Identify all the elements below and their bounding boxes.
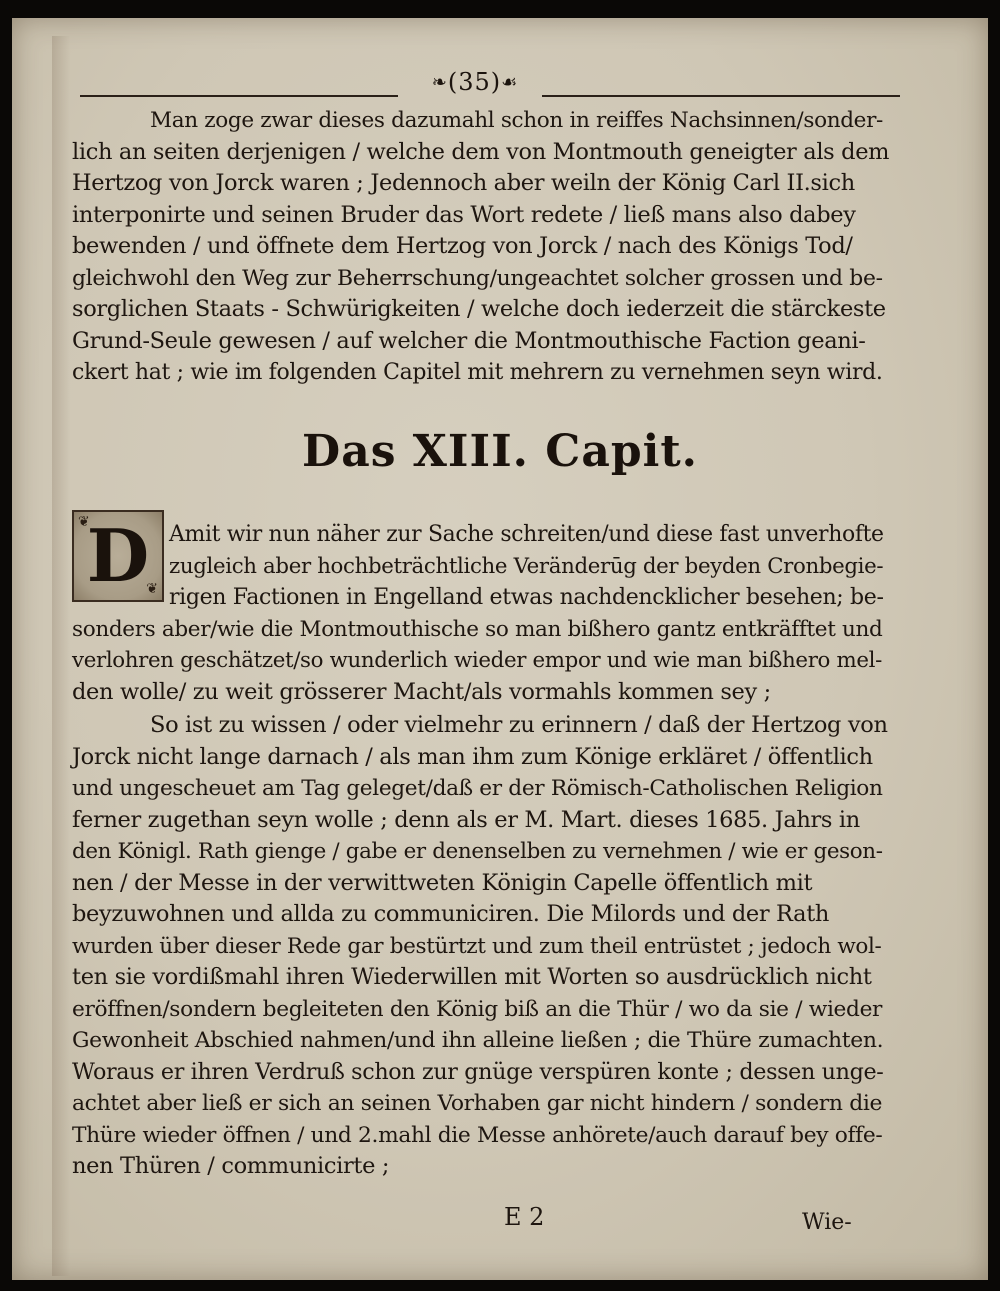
- initial-letter: D: [86, 513, 150, 598]
- header-rule-right: [542, 95, 900, 97]
- text-line: nen / der Messe in der verwittweten Königin Capelle öffentlich mit: [72, 869, 813, 896]
- page-header: [80, 68, 900, 102]
- paragraph-2: [72, 519, 892, 708]
- gutter-shadow: [52, 36, 70, 1276]
- text-line: Gewonheit Abschied nahmen/und ihn alleine ließen ; die Thüre zumachten.: [72, 1028, 884, 1053]
- text-line: lich an seiten derjenigen / welche dem von Montmouth geneigter als dem: [72, 138, 890, 165]
- text-line: Woraus er ihren Verdruß schon zur gnüge verspüren konte ; dessen unge-: [72, 1058, 884, 1085]
- paragraph-1: [72, 105, 892, 389]
- text-line: den Königl. Rath gienge / gabe er denenselben zu vernehmen / wie er geson-: [72, 839, 883, 864]
- flourish-icon: ❦: [146, 582, 158, 597]
- text-line: rigen Factionen in Engelland etwas nachdencklicher besehen; be-: [169, 585, 884, 610]
- text-line: und ungescheuet am Tag geleget/daß er der Römisch-Catholischen Religion: [72, 776, 883, 801]
- text-line: den wolle/ zu weit grösserer Macht/als vormahls kommen sey ;: [72, 678, 771, 705]
- text-line: gleichwohl den Weg zur Beherrschung/ungeachtet solcher grossen und be-: [72, 265, 883, 291]
- text-line: eröffnen/sondern begleiteten den König biß an die Thür / wo da sie / wieder: [72, 996, 883, 1022]
- ornament-right-icon: ☙: [501, 72, 519, 93]
- flourish-icon: ❦: [78, 515, 90, 530]
- page-number: [410, 68, 540, 96]
- text-line: Man zoge zwar dieses dazumahl schon in reiffes Nachsinnen/sonder-: [150, 108, 883, 133]
- text-line: Thüre wieder öffnen / und 2.mahl die Messe anhörete/auch darauf bey offe-: [72, 1122, 883, 1148]
- text-line: zugleich aber hochbeträchtliche Veränderūg der beyden Cronbegie-: [169, 553, 884, 579]
- text-line: achtet aber ließ er sich an seinen Vorhaben gar nicht hindern / sondern die: [72, 1091, 883, 1116]
- paragraph-3: [72, 710, 892, 1183]
- text-line: Jorck nicht lange darnach / als man ihm zum Könige erkläret / öffentlich: [72, 743, 873, 770]
- text-line: verlohren geschätzet/so wunderlich wieder empor und wie man bißhero mel-: [72, 648, 882, 673]
- text-line: beyzuwohnen und allda zu communiciren. Die Milords und der Rath: [72, 901, 830, 927]
- ornament-left-icon: ❧: [431, 72, 448, 93]
- chapter-title: Das XIII. Capit.: [302, 426, 698, 477]
- text-line: So ist zu wissen / oder vielmehr zu erinnern / daß der Hertzog von: [150, 712, 888, 738]
- text-line: wurden über dieser Rede gar bestürtzt und zum theil entrüstet ; jedoch wol-: [72, 933, 882, 959]
- header-rule-left: [80, 95, 398, 97]
- text-line: Amit wir nun näher zur Sache schreiten/und diese fast unverhofte: [169, 522, 884, 547]
- catchword: Wie-: [802, 1210, 852, 1235]
- text-line: nen Thüren / communicirte ;: [72, 1153, 390, 1179]
- text-line: interponirte und seinen Bruder das Wort redete / ließ mans also dabey: [72, 201, 856, 228]
- signature-mark: E 2: [504, 1203, 545, 1231]
- page-number-text: (35): [447, 68, 502, 96]
- text-line: bewenden / und öffnete dem Hertzog von Jorck / nach des Königs Tod/: [72, 233, 853, 259]
- text-line: sonders aber/wie die Montmouthische so man bißhero gantz entkräfftet und: [72, 616, 883, 642]
- text-line: sorglichen Staats - Schwürigkeiten / welche doch iederzeit die stärckeste: [72, 296, 886, 322]
- text-line: Hertzog von Jorck waren ; Jedennoch aber weiln der König Carl II.sich: [72, 170, 855, 196]
- text-line: ferner zugethan seyn wolle ; denn als er M. Mart. dieses 1685. Jahrs in: [72, 806, 860, 833]
- text-line: ckert hat ; wie im folgenden Capitel mit mehrern zu vernehmen seyn wird.: [72, 360, 883, 385]
- book-page: [12, 18, 988, 1280]
- text-line: Grund-Seule gewesen / auf welcher die Montmouthische Faction geani-: [72, 327, 866, 354]
- text-line: ten sie vordißmahl ihren Wiederwillen mit Worten so ausdrücklich nicht: [72, 964, 872, 990]
